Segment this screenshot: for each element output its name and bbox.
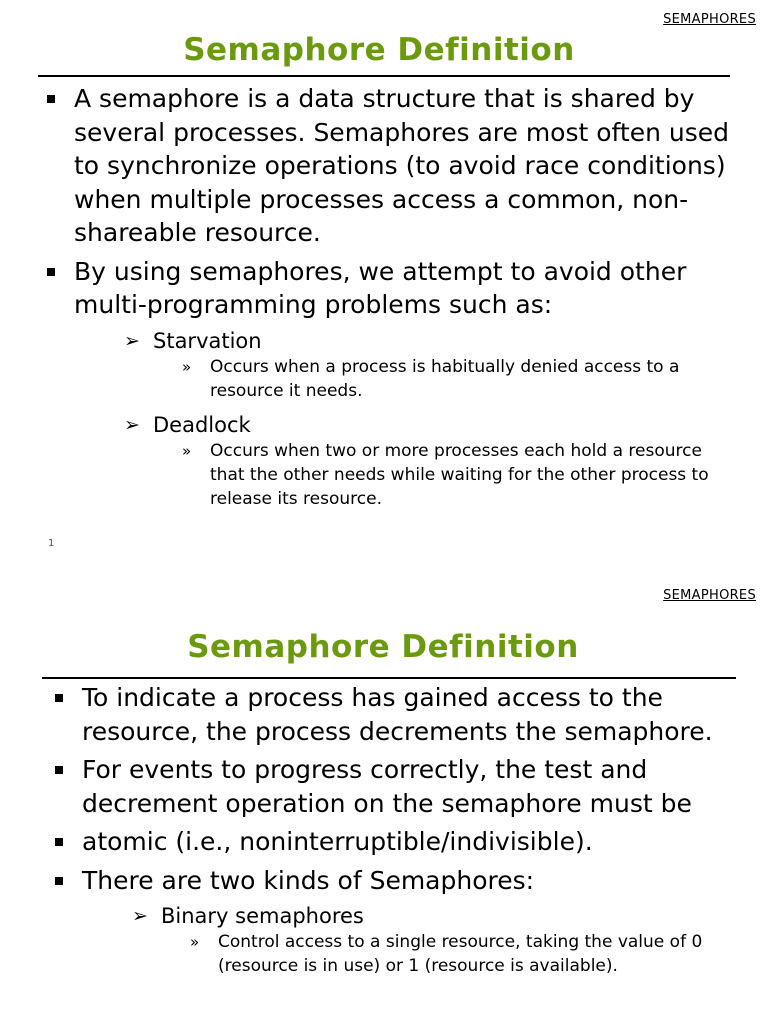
bullet-text: A semaphore is a data structure that is shared by several processes. Semaphores are most often used to synchronize operations (to avoid race conditions) when multiple processes access a common, non-shareable resource. [74,84,730,247]
sub-list-item [44,327,734,355]
detail-item [44,439,734,511]
square-bullet-icon [55,766,63,774]
header-tag: SEMAPHORES [663,12,756,27]
sub-item-label: Binary semaphores [161,904,364,928]
bullet-text: There are two kinds of Semaphores: [82,865,535,895]
arrow-bullet-icon: ➢ [124,329,140,352]
list-item [44,82,734,250]
square-bullet-icon [47,268,55,276]
page-number: 1 [48,538,55,549]
bullet-text: atomic (i.e., noninterruptible/indivisible). [82,827,593,856]
square-bullet-icon [55,838,63,846]
title-divider [42,677,736,679]
bullet-text: For events to progress correctly, the test and decrement operation on the semaphore must be [82,755,692,818]
list-item [52,864,742,898]
bullet-list [44,82,734,519]
list-item [52,825,742,859]
bullet-text: To indicate a process has gained access to the resource, the process decrements the semaphore. [82,683,713,746]
bullet-text: By using semaphores, we attempt to avoid other multi-programming problems such as: [74,256,687,319]
list-item [52,681,742,748]
square-bullet-icon [47,95,55,103]
detail-text: Control access to a single resource, taking the value of 0 (resource is in use) or 1 (resource is available). [218,932,703,976]
header-tag: SEMAPHORES [663,588,756,603]
sub-list-item [44,411,734,439]
arrow-bullet-icon: ➢ [124,413,140,436]
list-item [52,753,742,820]
raquo-bullet-icon: » [182,357,192,376]
slide-title: Semaphore Definition [187,629,579,665]
detail-text: Occurs when a process is habitually denied access to a resource it needs. [210,356,680,401]
sub-list-item [52,902,742,930]
slide-2 [0,580,768,1024]
bullet-list [52,681,742,986]
slide-title: Semaphore Definition [183,32,575,68]
square-bullet-icon [55,877,63,885]
arrow-bullet-icon: ➢ [132,905,148,927]
sub-item-label: Starvation [153,328,262,353]
square-bullet-icon [55,694,63,702]
sub-item-label: Deadlock [153,412,251,437]
title-divider [38,75,730,77]
raquo-bullet-icon: » [182,441,192,460]
detail-text: Occurs when two or more processes each hold a resource that the other needs while waiting for the other process to release its resource. [210,440,709,509]
list-item [44,255,734,322]
detail-item [52,930,742,978]
detail-item [44,355,734,403]
raquo-bullet-icon: » [190,933,200,951]
